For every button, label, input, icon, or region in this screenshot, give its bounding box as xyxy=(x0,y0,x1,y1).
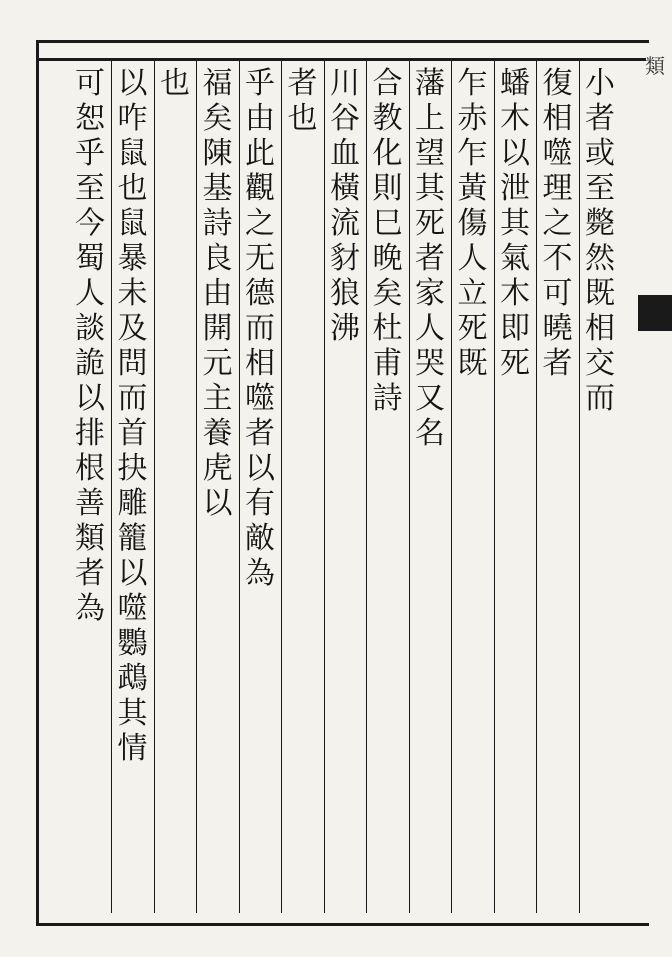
text-glyph: 理 xyxy=(542,171,573,206)
text-glyph: 斃 xyxy=(585,206,615,241)
text-glyph: 川 xyxy=(330,66,360,101)
text-glyph: 谷 xyxy=(330,101,360,136)
text-glyph: 善 xyxy=(75,486,105,521)
text-glyph: 復 xyxy=(542,66,573,101)
text-glyph: 交 xyxy=(585,346,615,381)
text-glyph: 鼠 xyxy=(117,136,148,171)
text-glyph: 者 xyxy=(75,556,105,591)
text-glyph: 者 xyxy=(287,66,318,101)
text-glyph: 蜀 xyxy=(75,241,105,276)
text-glyph: 則 xyxy=(372,171,403,206)
text-column xyxy=(68,66,112,911)
column-rule xyxy=(579,58,580,913)
text-column xyxy=(281,66,325,911)
text-glyph: 上 xyxy=(415,101,445,136)
text-glyph: 巳 xyxy=(372,206,403,241)
text-glyph: 血 xyxy=(330,136,360,171)
text-glyph: 蟠 xyxy=(500,66,530,101)
text-glyph: 至 xyxy=(585,171,615,206)
text-glyph: 人 xyxy=(415,311,445,346)
text-glyph: 藩 xyxy=(415,66,445,101)
text-glyph: 既 xyxy=(457,346,488,381)
column-rule xyxy=(324,58,325,913)
column-rule xyxy=(111,58,112,913)
text-glyph: 問 xyxy=(117,346,148,381)
column-rule xyxy=(154,58,155,913)
text-glyph: 以 xyxy=(202,486,233,521)
text-glyph: 曉 xyxy=(542,311,573,346)
text-glyph: 未 xyxy=(117,276,148,311)
text-glyph: 咋 xyxy=(117,101,148,136)
text-glyph: 沸 xyxy=(330,311,360,346)
text-glyph: 以 xyxy=(117,556,148,591)
text-glyph: 无 xyxy=(245,241,275,276)
text-glyph: 也 xyxy=(117,171,148,206)
text-glyph: 死 xyxy=(457,311,488,346)
text-glyph: 教 xyxy=(372,101,403,136)
column-rule xyxy=(536,58,537,913)
text-column xyxy=(451,66,495,911)
text-glyph: 相 xyxy=(585,311,615,346)
text-glyph: 恕 xyxy=(75,101,105,136)
text-glyph: 人 xyxy=(457,241,488,276)
top-right-margin-note: 類 xyxy=(645,54,665,78)
text-glyph: 抉 xyxy=(117,451,148,486)
text-glyph: 暴 xyxy=(117,241,148,276)
text-glyph: 也 xyxy=(287,101,318,136)
text-glyph: 者 xyxy=(585,101,615,136)
text-glyph: 噬 xyxy=(542,136,573,171)
text-glyph: 基 xyxy=(202,171,233,206)
text-glyph: 望 xyxy=(415,136,445,171)
text-glyph: 乍 xyxy=(457,66,488,101)
text-column xyxy=(323,66,367,911)
text-glyph: 矣 xyxy=(202,101,233,136)
text-glyph: 以 xyxy=(500,136,530,171)
text-glyph: 死 xyxy=(415,206,445,241)
text-glyph: 者 xyxy=(542,346,573,381)
text-glyph: 立 xyxy=(457,276,488,311)
text-column xyxy=(578,66,622,911)
text-glyph: 今 xyxy=(75,206,105,241)
text-glyph: 以 xyxy=(75,381,105,416)
text-glyph: 有 xyxy=(245,486,275,521)
text-glyph: 類 xyxy=(75,521,105,556)
text-glyph: 德 xyxy=(245,276,275,311)
text-glyph: 以 xyxy=(117,66,148,101)
text-glyph: 豺 xyxy=(330,241,360,276)
text-glyph: 敵 xyxy=(245,521,275,556)
text-glyph: 乎 xyxy=(245,66,275,101)
text-glyph: 虎 xyxy=(202,451,233,486)
text-glyph: 而 xyxy=(245,311,275,346)
text-glyph: 狼 xyxy=(330,276,360,311)
text-glyph: 噬 xyxy=(117,591,148,626)
text-glyph: 鼠 xyxy=(117,206,148,241)
text-glyph: 相 xyxy=(245,346,275,381)
text-glyph: 詩 xyxy=(202,206,233,241)
text-glyph: 又 xyxy=(415,381,445,416)
text-glyph: 談 xyxy=(75,311,105,346)
text-glyph: 乍 xyxy=(457,136,488,171)
column-rule xyxy=(281,58,282,913)
text-glyph: 木 xyxy=(500,101,530,136)
margin-tab-mark xyxy=(638,295,672,331)
text-glyph: 乎 xyxy=(75,136,105,171)
text-glyph: 橫 xyxy=(330,171,360,206)
text-glyph: 化 xyxy=(372,136,403,171)
text-glyph: 木 xyxy=(500,276,530,311)
text-column xyxy=(238,66,282,911)
text-glyph: 矣 xyxy=(372,276,403,311)
text-glyph: 鵡 xyxy=(117,661,148,696)
text-glyph: 以 xyxy=(245,451,275,486)
text-glyph: 死 xyxy=(500,346,530,381)
text-glyph: 傷 xyxy=(457,206,488,241)
text-column xyxy=(366,66,410,911)
text-glyph: 之 xyxy=(542,206,573,241)
text-glyph: 流 xyxy=(330,206,360,241)
text-glyph: 其 xyxy=(117,696,148,731)
text-glyph: 良 xyxy=(202,241,233,276)
text-glyph: 由 xyxy=(245,101,275,136)
text-glyph: 而 xyxy=(117,381,148,416)
text-glyph: 合 xyxy=(372,66,403,101)
text-glyph: 為 xyxy=(75,591,105,626)
column-rule xyxy=(239,58,240,913)
text-glyph: 主 xyxy=(202,381,233,416)
text-glyph: 甫 xyxy=(372,346,403,381)
text-glyph: 陳 xyxy=(202,136,233,171)
text-glyph: 者 xyxy=(245,416,275,451)
text-glyph: 哭 xyxy=(415,346,445,381)
text-glyph: 相 xyxy=(542,101,573,136)
text-glyph: 即 xyxy=(500,311,530,346)
text-column xyxy=(408,66,452,911)
text-glyph: 其 xyxy=(415,171,445,206)
column-rule xyxy=(196,58,197,913)
text-glyph: 詭 xyxy=(75,346,105,381)
column-rule xyxy=(494,58,495,913)
text-glyph: 氣 xyxy=(500,241,530,276)
text-column xyxy=(111,66,155,911)
text-glyph: 詩 xyxy=(372,381,403,416)
text-glyph: 至 xyxy=(75,171,105,206)
text-glyph: 人 xyxy=(75,276,105,311)
text-glyph: 其 xyxy=(500,206,530,241)
column-rule xyxy=(409,58,410,913)
text-glyph: 或 xyxy=(585,136,615,171)
text-glyph: 鸚 xyxy=(117,626,148,661)
text-glyph: 者 xyxy=(415,241,445,276)
text-glyph: 然 xyxy=(585,241,615,276)
text-glyph: 泄 xyxy=(500,171,530,206)
text-column xyxy=(153,66,197,911)
column-rule xyxy=(366,58,367,913)
text-glyph: 可 xyxy=(542,276,573,311)
text-glyph: 黃 xyxy=(457,171,488,206)
text-glyph: 養 xyxy=(202,416,233,451)
text-glyph: 排 xyxy=(75,416,105,451)
text-glyph: 可 xyxy=(75,66,105,101)
text-glyph: 首 xyxy=(117,416,148,451)
text-glyph: 小 xyxy=(585,66,615,101)
text-column xyxy=(196,66,240,911)
text-glyph: 籠 xyxy=(117,521,148,556)
text-glyph: 及 xyxy=(117,311,148,346)
text-glyph: 而 xyxy=(585,381,615,416)
text-glyph: 福 xyxy=(202,66,233,101)
header-rule xyxy=(36,58,646,61)
text-glyph: 根 xyxy=(75,451,105,486)
text-glyph: 家 xyxy=(415,276,445,311)
text-glyph: 不 xyxy=(542,241,573,276)
text-glyph: 噬 xyxy=(245,381,275,416)
text-glyph: 之 xyxy=(245,206,275,241)
text-glyph: 既 xyxy=(585,276,615,311)
text-glyph: 赤 xyxy=(457,101,488,136)
column-rule xyxy=(451,58,452,913)
text-glyph: 觀 xyxy=(245,171,275,206)
text-glyph: 雕 xyxy=(117,486,148,521)
text-glyph: 開 xyxy=(202,311,233,346)
text-column xyxy=(493,66,537,911)
text-glyph: 杜 xyxy=(372,311,403,346)
text-glyph: 情 xyxy=(117,731,148,766)
text-glyph: 也 xyxy=(160,66,190,101)
text-glyph: 晚 xyxy=(372,241,403,276)
text-glyph: 此 xyxy=(245,136,275,171)
text-glyph: 元 xyxy=(202,346,233,381)
text-glyph: 由 xyxy=(202,276,233,311)
text-glyph: 為 xyxy=(245,556,275,591)
text-column xyxy=(536,66,580,911)
text-glyph: 名 xyxy=(415,416,445,451)
